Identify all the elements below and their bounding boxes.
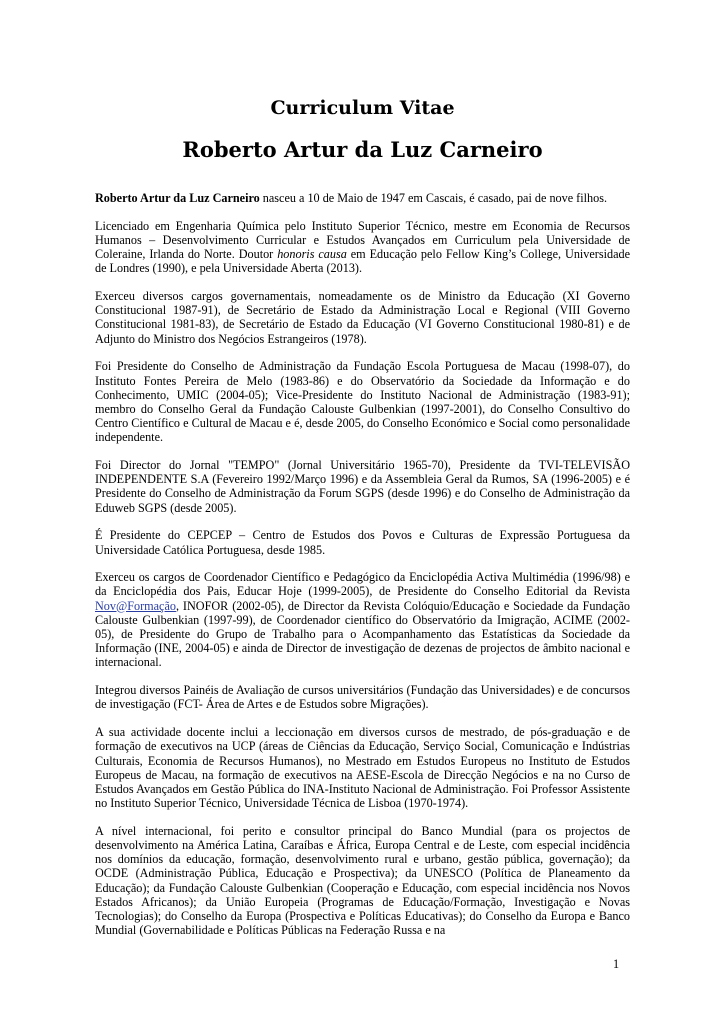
document-body	[95, 191, 630, 937]
text-segment: Licenciado em Engenharia Química pelo Instituto Superior Técnico, mestre em Economia de Recursos Humanos – Desenvolvimento Curricular e Estudos Avançados em Curriculum pela Universidade de Coleraine, Irlanda do Norte. Doutor	[95, 218, 630, 262]
text-segment: Integrou diversos Painéis de Avaliação de cursos universitários (Fundação das Universidades) e de concursos de investigação (FCT- Área de Artes e de Estudos sobre Migrações).	[95, 683, 630, 712]
paragraph	[95, 824, 630, 938]
paragraph	[95, 725, 630, 810]
paragraph	[95, 458, 630, 515]
text-segment: , INOFOR (2002-05), de Director da Revista Colóquio/Educação e Sociedade da Fundação Calouste Gulbenkian (1997-99), de Coordenador científico do Observatório da Imigração, ACIME (2002-05), de Presidente do Grupo de Trabalho para o Acompanhamento das Estatísticas da Sociedade da Informação (INE, 2004-05) e ainda de Director de investigação de dezenas de projectos de âmbito nacional e internacional.	[95, 598, 630, 670]
text-segment: honoris causa	[277, 247, 347, 262]
page-number: 1	[613, 957, 620, 971]
document-title: Curriculum Vitae	[270, 97, 455, 119]
paragraph	[95, 191, 630, 205]
text-segment: A nível internacional, foi perito e consultor principal do Banco Mundial (para os projectos de desenvolvimento na América Latina, Caraíbas e África, Europa Central e de Leste, com especial incidência nos domínios da educação, formação, desenvolvimento rural e urbano, gestão pública, governação); da OCDE (Administração Pública, Educação e Prospectiva); da UNESCO (Política de Planeamento da Educação); da Fundação Calouste Gulbenkian (Cooperação e Educação, com especial incidência nos Novos Estados Africanos); da União Europeia (Programas de Educação/Formação, Investigação e Novas Tecnologias); do Conselho da Europa (Prospectiva e Políticas Educativas); do Conselho da Europa e Banco Mundial (Governabilidade e Políticas Públicas na Federação Russa e na	[95, 823, 630, 938]
paragraph	[95, 570, 630, 669]
text-segment: A sua actividade docente inclui a leccionação em diversos cursos de mestrado, de pós-graduação e de formação de executivos na UCP (áreas de Ciências da Educação, Serviço Social, Comunicação e Indústrias Culturais, Economia de Recursos Humanos), no Mestrado em Estudos Europeus no Instituto de Estudos Europeus de Macau, na formação de executivos na AESE-Escola de Direcção Negócios e na no Curso de Estudos Avançados em Gestão Pública do INA-Instituto Nacional de Administração. Foi Professor Assistente no Instituto Superior Técnico, Universidade Técnica de Lisboa (1970-1974).	[95, 725, 630, 811]
text-segment: Exerceu diversos cargos governamentais, nomeadamente os de Ministro da Educação (XI Governo Constitucional 1987-91), de Secretário de Estado da Administração Local e Regional (VIII Governo Constitucional 1981-83), de Secretário de Estado da Educação (VI Governo Constitucional 1980-81) e de Adjunto do Ministro dos Negócios Estrangeiros (1978).	[95, 289, 630, 346]
document-subtitle: Roberto Artur da Luz Carneiro	[182, 137, 543, 162]
text-segment: É Presidente do CEPCEP – Centro de Estudos dos Povos e Culturas de Expressão Portuguesa da Universidade Católica Portuguesa, desde 1985.	[95, 528, 630, 557]
text-segment: Foi Director do Jornal "TEMPO" (Jornal Universitário 1965-70), Presidente da TVI-TELEVISÃO INDEPENDENTE S.A (Fevereiro 1992/Março 1996) e da Assembleia Geral da Rumos, SA (1996-2005) e é Presidente do Conselho de Administração da Forum SGPS (desde 1996) e do Conselho de Administração da Eduweb SGPS (desde 2005).	[95, 458, 630, 515]
paragraph	[95, 528, 630, 556]
paragraph	[95, 683, 630, 711]
paragraph	[95, 359, 630, 444]
paragraph	[95, 289, 630, 346]
paragraph	[95, 219, 630, 276]
text-segment: Roberto Artur da Luz Carneiro	[95, 191, 260, 205]
text-segment: Exerceu os cargos de Coordenador Científico e Pedagógico da Enciclopédia Activa Multimédia (1996/98) e da Enciclopédia dos Pais, Educar Hoje (1999-2005), de Presidente do Conselho Editorial da Revista	[95, 570, 630, 599]
text-segment: Foi Presidente do Conselho de Administração da Fundação Escola Portuguesa de Macau (1998-07), do Instituto Fontes Pereira de Melo (1983-86) e do Observatório da Sociedade da Informação e do Conhecimento, UMIC (2004-05); Vice-Presidente do Instituto Nacional de Administração (1983-91); membro do Conselho Geral da Fundação Calouste Gulbenkian (1997-2001), do Conselho Consultivo do Centro Científico e Cultural de Macau e é, desde 2005, do Conselho Económico e Social como personalidade independente.	[95, 359, 630, 445]
text-segment: nasceu a 10 de Maio de 1947 em Cascais, é casado, pai de nove filhos.	[259, 191, 607, 205]
novformacao-link[interactable]: Nov@Formação	[95, 598, 176, 613]
text-segment: em Educação pelo Fellow King’s College, Universidade de Londres (1990), e pela Universidade Aberta (2013).	[95, 247, 630, 276]
